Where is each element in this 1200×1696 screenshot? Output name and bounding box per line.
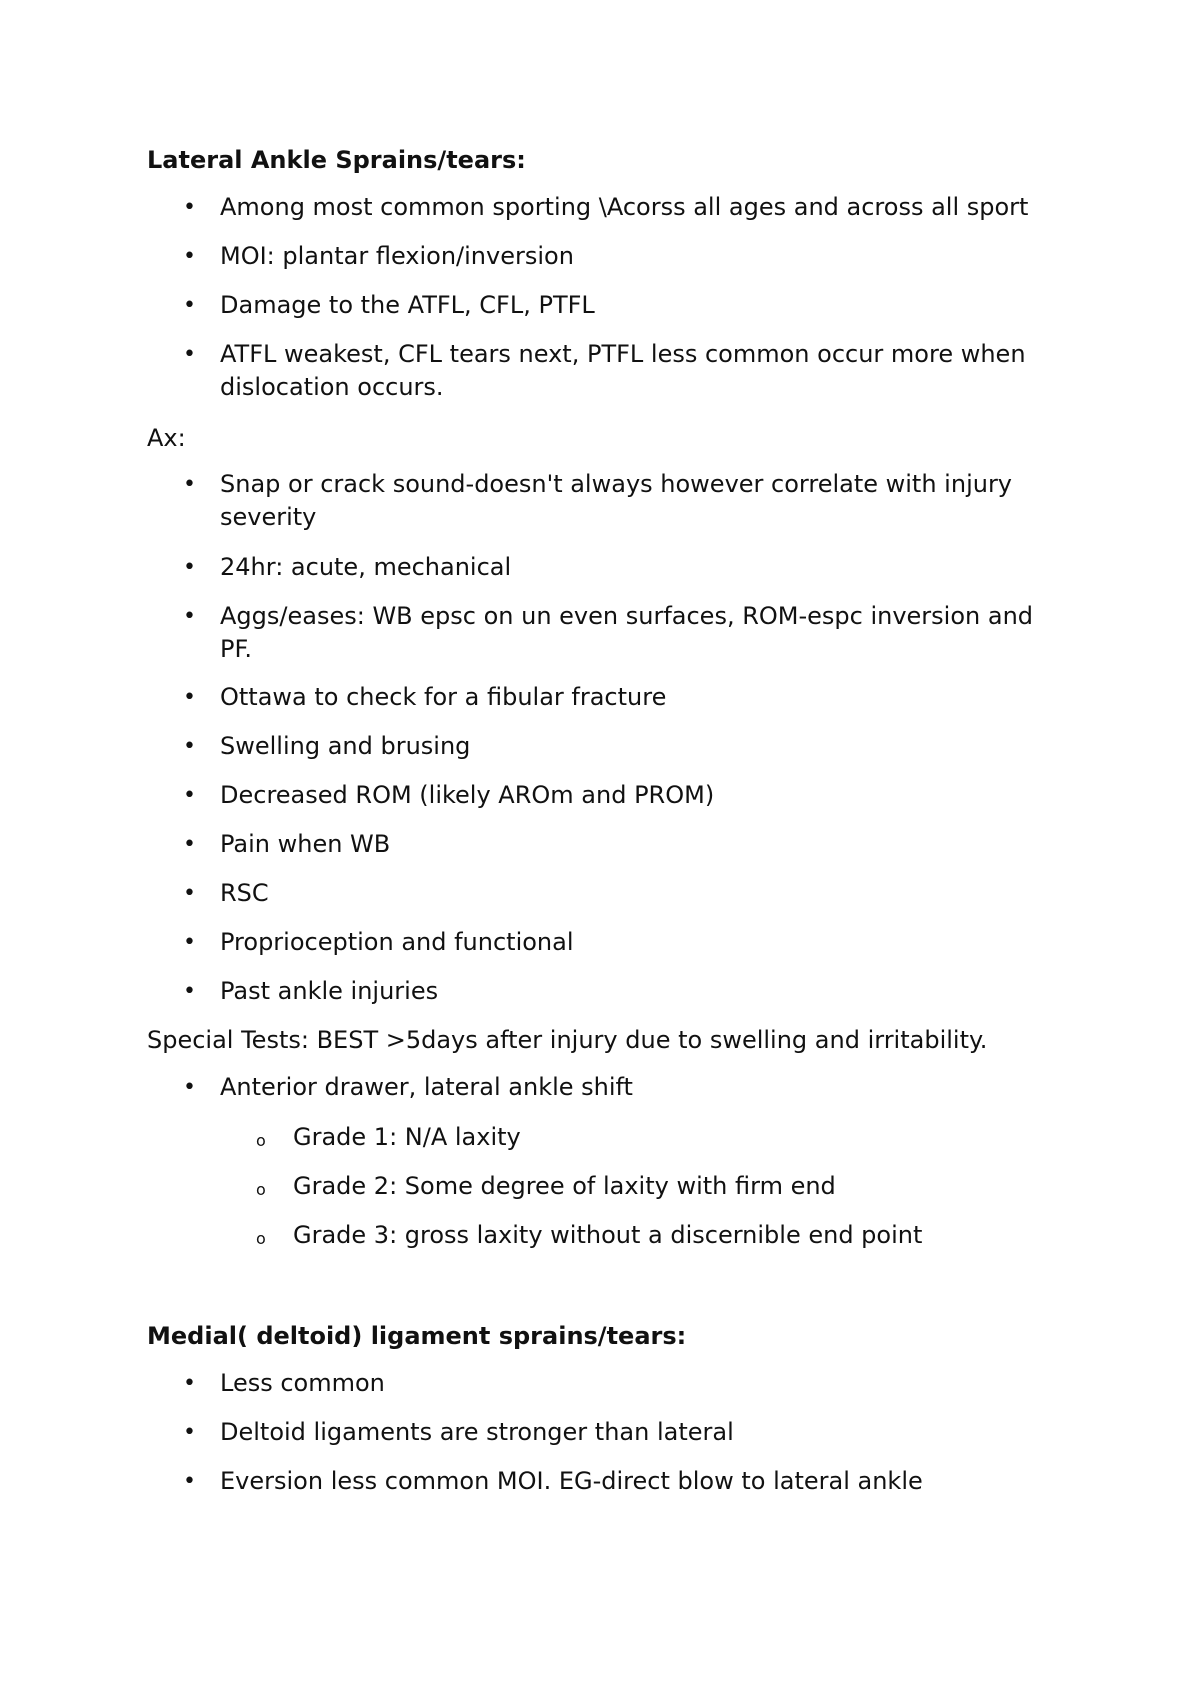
bullet-icon: • xyxy=(183,472,196,497)
bullet-icon: • xyxy=(183,930,196,955)
list-item xyxy=(183,681,1060,714)
list-item xyxy=(183,338,1060,404)
list-item-text: Ottawa to check for a fibular fracture xyxy=(220,683,667,711)
bullet-icon: • xyxy=(183,685,196,710)
section-heading-lateral-ankle: Lateral Ankle Sprains/tears: xyxy=(147,146,526,174)
list-item-text: Damage to the ATFL, CFL, PTFL xyxy=(220,291,595,319)
list-item xyxy=(183,975,1060,1008)
bullet-icon: • xyxy=(183,1469,196,1494)
bullet-icon: • xyxy=(183,1075,196,1100)
list-item-text: Swelling and brusing xyxy=(220,732,471,760)
list-item-text: RSC xyxy=(220,879,269,907)
bullet-icon: • xyxy=(183,1420,196,1445)
ax-label: Ax: xyxy=(147,424,186,452)
bullet-icon: • xyxy=(183,881,196,906)
special-tests-label: Special Tests: BEST >5days after injury due to swelling and irritability. xyxy=(147,1026,988,1054)
list-item xyxy=(183,1416,1060,1449)
list-item xyxy=(183,828,1060,861)
list-item xyxy=(183,926,1060,959)
list-item xyxy=(183,730,1060,763)
list-item-text: MOI: plantar flexion/inversion xyxy=(220,242,574,270)
bullet-icon: • xyxy=(183,832,196,857)
list-item-text: Snap or crack sound-doesn't always however correlate with injury severity xyxy=(220,470,1013,531)
sub-bullet-icon: o xyxy=(256,1131,266,1150)
bullet-icon: • xyxy=(183,342,196,367)
list-item-text: Decreased ROM (likely AROm and PROM) xyxy=(220,781,715,809)
bullet-icon: • xyxy=(183,783,196,808)
sub-list-item xyxy=(256,1219,1073,1252)
list-item xyxy=(183,1367,1060,1400)
bullet-icon: • xyxy=(183,979,196,1004)
list-item xyxy=(183,877,1060,910)
bullet-icon: • xyxy=(183,555,196,580)
list-item xyxy=(183,779,1060,812)
list-item-text: Among most common sporting \Acorss all ages and across all sport xyxy=(220,193,1029,221)
bullet-icon: • xyxy=(183,604,196,629)
list-item xyxy=(183,240,1060,273)
list-item xyxy=(183,551,1060,584)
section-heading-medial-ligament: Medial( deltoid) ligament sprains/tears: xyxy=(147,1322,687,1350)
bullet-icon: • xyxy=(183,734,196,759)
list-item-text: Less common xyxy=(220,1369,385,1397)
list-item xyxy=(183,289,1060,322)
list-item-text: Aggs/eases: WB epsc on un even surfaces, ROM-espc inversion and PF. xyxy=(220,602,1034,663)
list-item xyxy=(183,1071,1060,1104)
sub-list-item xyxy=(256,1121,1073,1154)
list-item-text: Eversion less common MOI. EG-direct blow to lateral ankle xyxy=(220,1467,923,1495)
list-item-text: Proprioception and functional xyxy=(220,928,574,956)
sub-list-item-text: Grade 1: N/A laxity xyxy=(293,1123,521,1151)
list-item-text: Anterior drawer, lateral ankle shift xyxy=(220,1073,633,1101)
list-item xyxy=(183,600,1060,666)
sub-bullet-icon: o xyxy=(256,1229,266,1248)
bullet-icon: • xyxy=(183,293,196,318)
list-item-text: Pain when WB xyxy=(220,830,391,858)
list-item xyxy=(183,468,1060,534)
list-item xyxy=(183,1465,1060,1498)
bullet-icon: • xyxy=(183,195,196,220)
list-item-text: Deltoid ligaments are stronger than lateral xyxy=(220,1418,734,1446)
list-item-text: 24hr: acute, mechanical xyxy=(220,553,512,581)
list-item-text: ATFL weakest, CFL tears next, PTFL less common occur more when dislocation occurs. xyxy=(220,340,1026,401)
sub-list-item-text: Grade 2: Some degree of laxity with firm end xyxy=(293,1172,836,1200)
list-item-text: Past ankle injuries xyxy=(220,977,439,1005)
list-item xyxy=(183,191,1060,224)
bullet-icon: • xyxy=(183,244,196,269)
bullet-icon: • xyxy=(183,1371,196,1396)
sub-list-item xyxy=(256,1170,1073,1203)
sub-list-item-text: Grade 3: gross laxity without a discernible end point xyxy=(293,1221,923,1249)
sub-bullet-icon: o xyxy=(256,1180,266,1199)
